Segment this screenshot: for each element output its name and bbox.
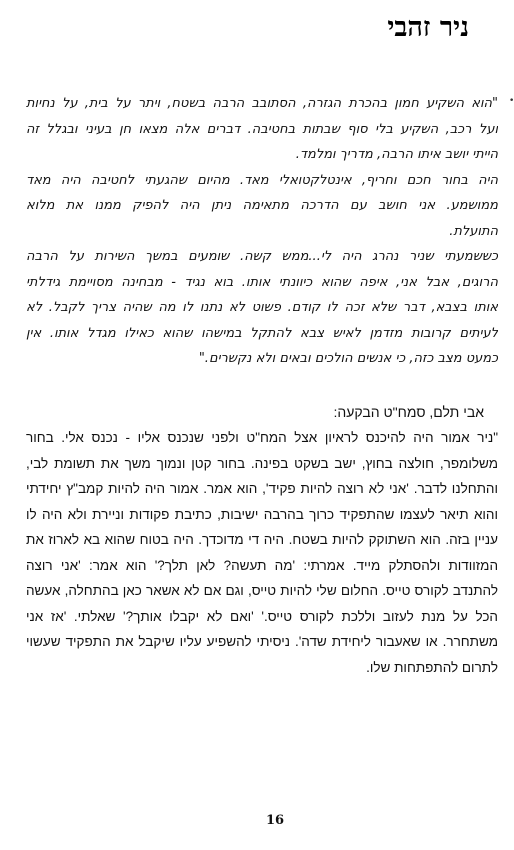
quote-paragraph-3: [26, 244, 498, 372]
text-line: לעיתים קרובות מזדמן לאיש צבא להתקל במישהו שהוא כאילו מגדל אותו. אין: [26, 325, 498, 341]
text-line: המזוודות ולהסתלק מייד. אמרתי: 'מה תעשה? לאן תלך?' הוא אמר: 'אני רוצה: [26, 557, 498, 573]
text-line: התועלת.: [449, 223, 498, 239]
text-line: והוא תיאר לעצמו שהתפקיד כרוך בהרבה ישיבות, כתיבת פקודות וניירת ולא היה לו: [26, 506, 498, 522]
text-line: ועל רכב, השקיע בלי סוף שבתות בחטיבה. דברים אלה מצאו חן בעיני ובגלל זה: [26, 121, 498, 137]
quote-paragraph-1: [26, 91, 498, 168]
text-line: להתנדב לקורס טייס. החלום שלי להיות טייס, וגם אם לא אשאר כאן בהתחלה, אעשה: [26, 583, 498, 598]
text-line: עניין בזה. הוא השתוקק להיות בשטח. היה די מדוכדך. היה בטוח שהוא בא לארוז את: [26, 532, 498, 547]
quote-paragraph-2: [26, 168, 498, 245]
text-line: "ניר אמור היה להיכנס לראיון אצל המח"ט ולפני שנכנס אליו - נכנס אלי. בחור: [26, 430, 498, 445]
text-line: והתחלנו לדבר. 'אני לא רוצה להיות פקיד', הוא אמר. אמור היה להיות קמב"ץ יחידתי: [26, 481, 498, 496]
text-line: אותו בצבא, דבר שלא זכה לו קודם. פשוט לא נתנו לו מה שהיה צריך לקבל. לא: [26, 300, 498, 315]
text-line: לתרום להתפתחות שלו.: [366, 659, 498, 675]
text-line: כששמעתי שניר נהרג היה לי...ממש קשה. שומעים במשך השירות על הרבה: [26, 249, 498, 264]
text-line: ממושמע. אני חושב עם הדרכה מתאימה ניתן היה להפיק ממנו את מלוא: [26, 198, 498, 213]
text-line: משתחרר. או שאעבור ליחידת שדה'. ניסיתי להשפיע עליו שיקבל את התפקיד שעשוי: [26, 634, 498, 649]
text-line: הייתי יושב איתו הרבה, מדריך ומלמד.: [295, 147, 498, 162]
text-line: הכל על מנת לעזוב וללכת לקורס טייס.' 'ואם לא יקבלו אותך?' שאלתי. 'אז אני: [26, 608, 498, 624]
text-line: הרוגים, אבל אני, איפה שהוא כיוונתי אותו. בוא נגיד - מבחינה מסויימת גידלתי: [26, 274, 498, 290]
page-number: 16: [266, 813, 285, 828]
page-title: ניר זהבי: [387, 12, 469, 43]
text-line: "הוא השקיע חמון בהכרת הגזרה, הסתובב הרבה בשטח, ויתר על בית, על נחיות: [26, 96, 498, 111]
text-line: משלומפר, חולצה בחוץ, ישב בשקט בפינה. בחור קטן ונמוך משך את תשומת לבי,: [26, 455, 498, 471]
text-line: היה בחור חכם וחריף, אינטלקטואלי מאד. מהיום שהגעתי לחטיבה היה מאד: [26, 172, 498, 188]
speaker-paragraph: [26, 425, 498, 680]
quote-marker: •: [509, 96, 514, 106]
text-line: כמעט מצב כזה, כי אנשים הולכים ובאים ולא נקשרים.": [198, 351, 498, 366]
speaker-heading: אבי תלם, סמח"ט הבקעה:: [333, 404, 484, 420]
